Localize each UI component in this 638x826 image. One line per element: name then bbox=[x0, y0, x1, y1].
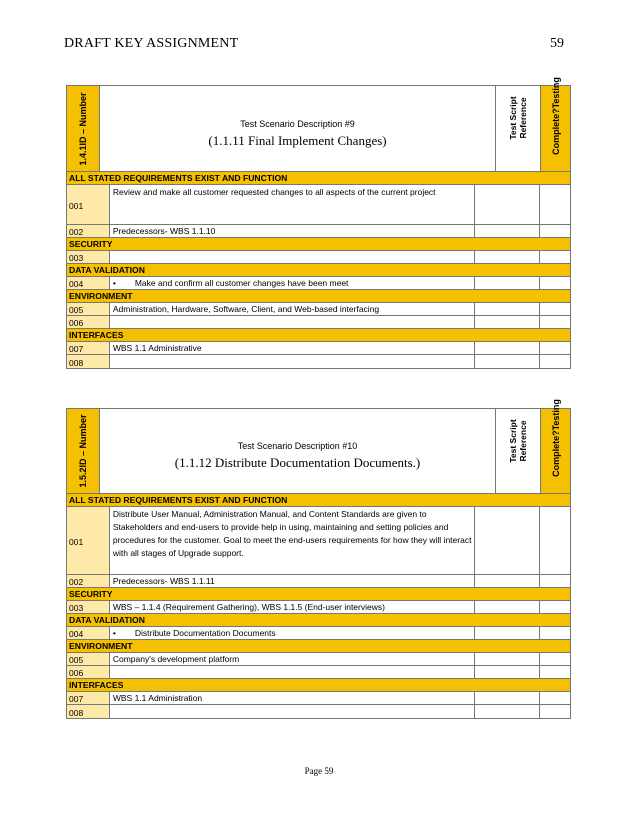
row-description: Predecessors- WBS 1.1.11 bbox=[110, 575, 476, 587]
row-number: 007 bbox=[67, 692, 110, 704]
test-script-cell[interactable] bbox=[475, 225, 540, 237]
row-description: WBS 1.1 Administration bbox=[110, 692, 476, 704]
id-number-label: 1.4.1ID – Number bbox=[78, 91, 88, 166]
row-number: 008 bbox=[67, 705, 110, 718]
bullet-icon: • bbox=[112, 628, 116, 638]
table-row bbox=[67, 692, 570, 705]
test-script-cell[interactable] bbox=[475, 627, 540, 639]
table-row bbox=[67, 575, 570, 588]
test-scenario-table-9 bbox=[66, 76, 571, 369]
row-number: 008 bbox=[67, 355, 110, 368]
table-row bbox=[67, 627, 570, 640]
row-number: 007 bbox=[67, 342, 110, 354]
row-description: Company's development platform bbox=[110, 653, 476, 665]
complete-cell[interactable] bbox=[540, 303, 570, 315]
section-security: SECURITY bbox=[67, 588, 570, 601]
test-script-cell[interactable] bbox=[475, 575, 540, 587]
row-number: 002 bbox=[67, 225, 110, 237]
complete-cell[interactable] bbox=[540, 601, 570, 613]
row-number: 005 bbox=[67, 303, 110, 315]
section-data-validation: DATA VALIDATION bbox=[67, 264, 570, 277]
row-number: 004 bbox=[67, 277, 110, 289]
id-number-label: 1.5.2ID – Number bbox=[78, 414, 88, 488]
row-number: 005 bbox=[67, 653, 110, 665]
section-requirements: ALL STATED REQUIREMENTS EXIST AND FUNCTION bbox=[67, 172, 570, 185]
test-script-label: Test Script Reference bbox=[508, 96, 528, 140]
test-script-cell[interactable] bbox=[475, 316, 540, 328]
row-description: Administration, Hardware, Software, Client, and Web-based interfacing bbox=[110, 303, 476, 315]
test-script-cell[interactable] bbox=[475, 666, 540, 678]
scenario-title-cell bbox=[100, 409, 495, 493]
test-script-cell[interactable] bbox=[475, 355, 540, 368]
table-row bbox=[67, 185, 570, 225]
table-row bbox=[67, 705, 570, 718]
test-script-cell[interactable] bbox=[475, 601, 540, 613]
row-description bbox=[110, 316, 476, 328]
test-scenario-table-10 bbox=[66, 399, 571, 719]
section-data-validation: DATA VALIDATION bbox=[67, 614, 570, 627]
row-description bbox=[110, 627, 476, 639]
row-description bbox=[110, 705, 476, 718]
complete-cell[interactable] bbox=[540, 316, 570, 328]
table-row bbox=[67, 601, 570, 614]
table-header bbox=[67, 76, 570, 172]
row-description: WBS – 1.1.4 (Requirement Gathering), WBS 1.1.5 (End-user interviews) bbox=[110, 601, 476, 613]
section-environment: ENVIRONMENT bbox=[67, 290, 570, 303]
row-description-text: Make and confirm all customer changes have been meet bbox=[134, 278, 349, 288]
test-script-cell[interactable] bbox=[475, 692, 540, 704]
test-script-cell[interactable] bbox=[475, 277, 540, 289]
complete-cell[interactable] bbox=[540, 705, 570, 718]
bullet-icon: • bbox=[112, 278, 116, 288]
scenario-title: (1.1.12 Distribute Documentation Documents.) bbox=[174, 455, 421, 470]
row-description bbox=[110, 666, 476, 678]
row-description bbox=[110, 251, 476, 263]
row-description: WBS 1.1 Administrative bbox=[110, 342, 476, 354]
complete-cell[interactable] bbox=[540, 666, 570, 678]
section-requirements: ALL STATED REQUIREMENTS EXIST AND FUNCTION bbox=[67, 494, 570, 507]
complete-cell[interactable] bbox=[540, 627, 570, 639]
test-script-cell[interactable] bbox=[475, 705, 540, 718]
document-header-title: DRAFT KEY ASSIGNMENT bbox=[64, 36, 239, 51]
row-number: 004 bbox=[67, 627, 110, 639]
test-script-cell[interactable] bbox=[475, 342, 540, 354]
row-description bbox=[110, 277, 476, 289]
scenario-label: Test Scenario Description #9 bbox=[240, 119, 355, 129]
complete-testing-column bbox=[540, 399, 570, 493]
complete-cell[interactable] bbox=[540, 185, 570, 224]
row-number: 002 bbox=[67, 575, 110, 587]
row-description-text: Distribute Documentation Documents bbox=[134, 628, 276, 638]
row-number: 001 bbox=[67, 507, 110, 574]
complete-cell[interactable] bbox=[540, 355, 570, 368]
complete-cell[interactable] bbox=[540, 575, 570, 587]
table-row bbox=[67, 355, 570, 368]
page-footer: Page 59 bbox=[304, 766, 334, 776]
table-row bbox=[67, 251, 570, 264]
complete-testing-label: Complete?Testing bbox=[550, 76, 561, 155]
scenario-title: (1.1.11 Final Implement Changes) bbox=[208, 133, 387, 148]
section-interfaces: INTERFACES bbox=[67, 679, 570, 692]
table-row bbox=[67, 316, 570, 329]
complete-cell[interactable] bbox=[540, 251, 570, 263]
id-number-column bbox=[67, 409, 100, 493]
scenario-title-cell bbox=[100, 86, 495, 171]
row-description bbox=[110, 355, 476, 368]
test-script-cell[interactable] bbox=[475, 653, 540, 665]
row-number: 001 bbox=[67, 185, 110, 224]
row-description: Review and make all customer requested changes to all aspects of the current project bbox=[110, 185, 476, 224]
table-row bbox=[67, 277, 570, 290]
table-row bbox=[67, 507, 570, 575]
complete-cell[interactable] bbox=[540, 653, 570, 665]
test-script-column bbox=[495, 86, 540, 171]
complete-testing-label: Complete?Testing bbox=[550, 399, 561, 478]
row-number: 003 bbox=[67, 601, 110, 613]
section-interfaces: INTERFACES bbox=[67, 329, 570, 342]
row-number: 003 bbox=[67, 251, 110, 263]
row-description: Distribute User Manual, Administration Manual, and Content Standards are given to Stakeholders and end-users to provide help in using, maintaining and setting policies and procedures for the customer. Goal to meet the end-users requirements for how they will interact with all stages of Upgrade support. bbox=[110, 507, 476, 574]
table-row bbox=[67, 653, 570, 666]
complete-cell[interactable] bbox=[540, 277, 570, 289]
test-script-cell[interactable] bbox=[475, 507, 540, 574]
complete-cell[interactable] bbox=[540, 342, 570, 354]
test-script-cell[interactable] bbox=[475, 251, 540, 263]
table-row bbox=[67, 225, 570, 238]
complete-cell[interactable] bbox=[540, 507, 570, 574]
document-page-number: 59 bbox=[550, 36, 564, 51]
test-script-cell[interactable] bbox=[475, 303, 540, 315]
scenario-label: Test Scenario Description #10 bbox=[237, 441, 358, 451]
table-row bbox=[67, 342, 570, 355]
row-description: Predecessors- WBS 1.1.10 bbox=[110, 225, 476, 237]
row-number: 006 bbox=[67, 316, 110, 328]
id-number-column bbox=[67, 86, 100, 171]
complete-cell[interactable] bbox=[540, 692, 570, 704]
table-row bbox=[67, 303, 570, 316]
test-script-column bbox=[495, 409, 540, 493]
section-environment: ENVIRONMENT bbox=[67, 640, 570, 653]
complete-cell[interactable] bbox=[540, 225, 570, 237]
row-number: 006 bbox=[67, 666, 110, 678]
test-script-cell[interactable] bbox=[475, 185, 540, 224]
complete-testing-column bbox=[540, 76, 570, 171]
section-security: SECURITY bbox=[67, 238, 570, 251]
test-script-label: Test Script Reference bbox=[508, 419, 528, 463]
table-row bbox=[67, 666, 570, 679]
table-header bbox=[67, 399, 570, 494]
